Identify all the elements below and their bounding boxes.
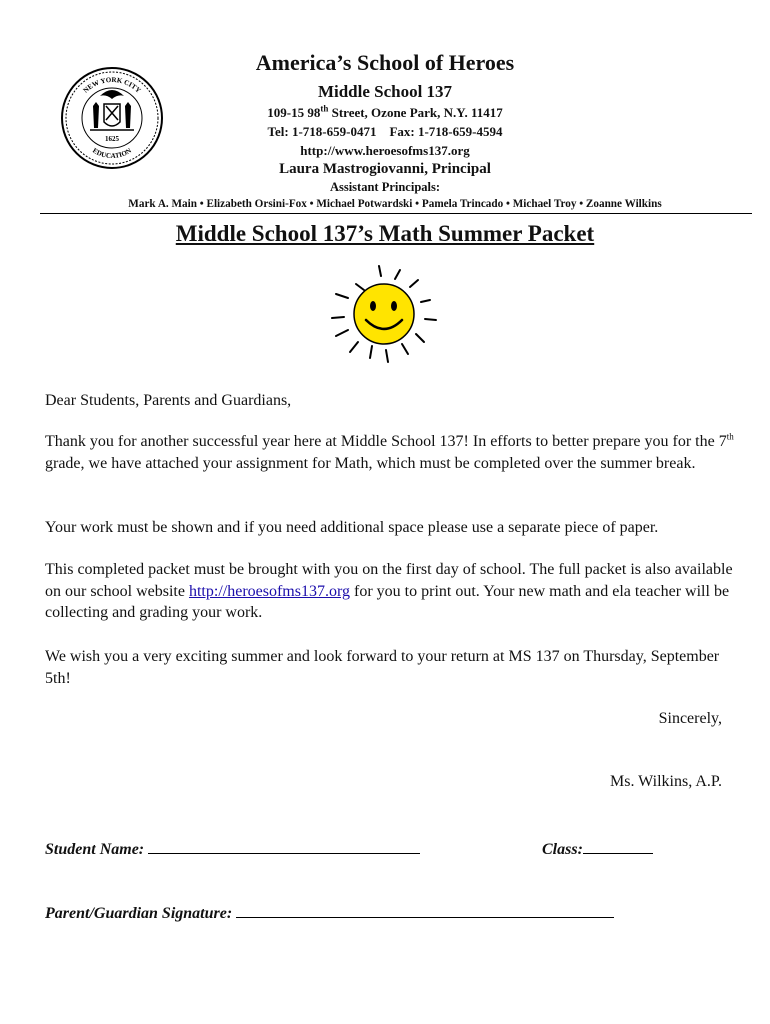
seal-top-text: NEW YORK CITY <box>81 75 143 95</box>
class-field[interactable]: Class: <box>542 838 653 859</box>
header-principal: Laura Mastrogiovanni, Principal <box>279 161 491 177</box>
assistant-principals-label: Assistant Principals: <box>329 180 441 194</box>
student-name-field[interactable]: Student Name: <box>45 838 420 859</box>
header-phone-fax: Tel: 1-718-659-0471 Fax: 1-718-659-4594 <box>267 124 503 139</box>
letter-signer: Ms. Wilkins, A.P. <box>610 773 722 790</box>
page-title: Middle School 137’s Math Summer Packet <box>175 221 595 246</box>
school-website-link[interactable]: http://heroesofms137.org <box>188 582 351 600</box>
header-address: 109-15 98th Street, Ozone Park, N.Y. 11417 <box>267 103 503 120</box>
seal-year: 1625 <box>105 135 119 143</box>
seal-bottom-text: EDUCATION <box>91 146 133 161</box>
header-school-name: Middle School 137 <box>317 82 453 101</box>
parent-signature-field[interactable]: Parent/Guardian Signature: <box>45 902 614 923</box>
letter-paragraph-2: Your work must be shown and if you need additional space please use a separate piece of paper. <box>45 519 659 536</box>
assistant-principals-names: Mark A. Main • Elizabeth Orsini-Fox • Michael Potwardski • Pamela Trincado • Michael Troy • Zoanne Wilkins <box>128 198 662 210</box>
letter-closing: Sincerely, <box>658 710 722 727</box>
header-title: America’s School of Heroes <box>255 50 515 75</box>
letter-paragraph-3: This completed packet must be brought with you on the first day of school. The full packet is also available on our school website http://heroesofms137.org for you to print out. Your new math and ela teacher will be collecting and grading your work. <box>45 561 733 621</box>
smiling-sun-icon <box>326 262 450 366</box>
school-seal-logo <box>60 66 164 170</box>
letter-greeting: Dear Students, Parents and Guardians, <box>45 392 292 409</box>
svg-text:EDUCATION <box>91 147 133 160</box>
letter-paragraph-4: We wish you a very exciting summer and look forward to your return at MS 137 on Thursday, September 5th! <box>45 648 720 687</box>
letter-paragraph-1: Thank you for another successful year here at Middle School 137! In efforts to better prepare you for the 7th grade, we have attached your assignment for Math, which must be completed over the summer break. <box>45 431 734 472</box>
header-divider <box>40 213 752 214</box>
header-website: http://www.heroesofms137.org <box>300 143 470 158</box>
